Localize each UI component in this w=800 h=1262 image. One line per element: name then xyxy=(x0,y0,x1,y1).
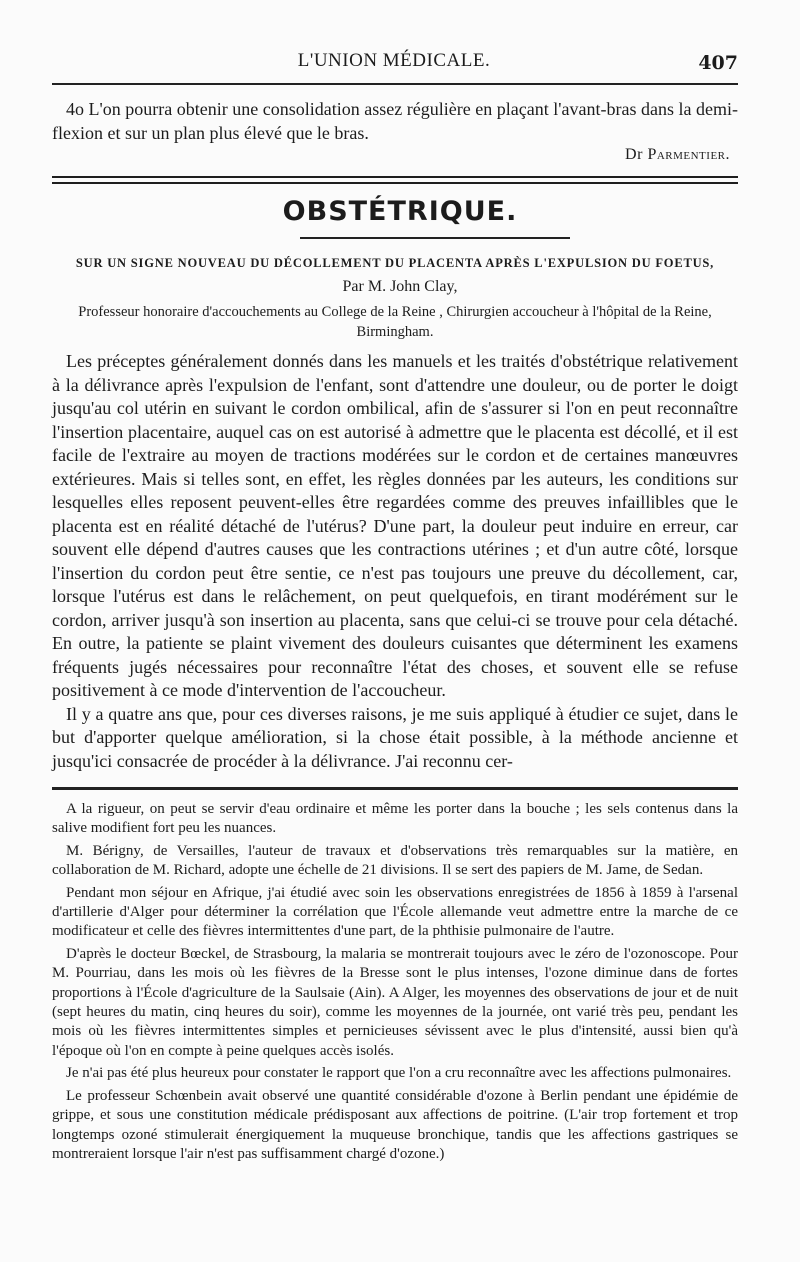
section-divider xyxy=(52,176,738,184)
signature-prefix: Dr xyxy=(625,146,643,163)
author-affiliation: Professeur honoraire d'accouchements au College de la Reine , Chirurgien accoucheur à l'hôpital de la Reine, Birmingham. xyxy=(78,304,712,340)
running-header xyxy=(50,46,738,86)
footnotes-rule xyxy=(52,787,738,790)
footnote-paragraph: D'après le docteur Bœckel, de Strasbourg, la malaria se montrerait toujours avec le zéro de l'ozonoscope. Pour M. Pourriau, dans les mois où les fièvres de la Bresse sont le plus intenses, l'ozone diminue dans de fortes proportions à l'École d'agriculture de la Saulsaie (Ain). A Alger, les moyennes des observations de jour et de nuit (sept heures du matin, cinq heures du soir), comme les moyennes de la journée, ont varié très peu, pendant les mois où les fièvres intermittentes simples et pernicieuses sévissent avec le plus d'intensité, aussi bien qu'à l'époque où l'on en compte à peine quelques accès isolés. xyxy=(52,945,738,1059)
journal-title: L'UNION MÉDICALE. xyxy=(297,50,491,71)
footnote-paragraph: Le professeur Schœnbein avait observé une quantité considérable d'ozone à Berlin pendant une épidémie de grippe, et sous une constitution médicale prédisposant aux affections de poitrine. (L'air trop fortement et trop longtemps ozoné stimulerait énergiquement la muqueuse bronchique, tandis que les affections gastriques se montreraient lorsque l'air n'est pas suffisamment chargé d'ozone.) xyxy=(52,1087,738,1162)
article-byline: Par M. John Clay, xyxy=(342,278,458,295)
article-body xyxy=(52,350,738,773)
footnote-paragraph: M. Bérigny, de Versailles, l'auteur de travaux et d'observations très remarquables sur la matière, en collaboration de M. Richard, adopte une échelle de 21 divisions. Il se sert des papiers de M. Jame, de Sedan. xyxy=(52,842,738,879)
header-rule xyxy=(52,83,738,85)
body-paragraph: Il y a quatre ans que, pour ces diverses raisons, je me suis appliqué à étudier ce sujet, dans le but d'apporter quelque amélioration, si la chose était possible, à la méthode ancienne et jusqu'ici consacrée de procéder à la délivrance. J'ai reconnu cer- xyxy=(52,703,738,771)
body-paragraph: Les préceptes généralement donnés dans les manuels et les traités d'obstétrique relativement à la délivrance après l'expulsion de l'enfant, sont d'attendre une douleur, ou de porter le doigt jusqu'au col utérin en suivant le cordon ombilical, afin de s'assurer si l'on en peut reconnaître l'insertion placentaire, auquel cas on est autorisé à admettre que le placenta est décollé, et il est facile de l'extraire au moyen de tractions modérées sur le cordon et de certaines manœuvres extérieures. Mais si telles sont, en effet, les règles données par les auteurs, les conditions sur lesquelles elles reposent peuvent-elles être regardées comme des preuves infaillibles que le placenta est en réalité détaché de l'utérus? D'une part, la douleur peut induire en erreur, car souvent elle dépend d'autres causes que les contractions utérines ; et d'un autre côté, lorsque l'insertion du cordon peut être sentie, ce n'est pas toujours une preuve du décollement, car, lorsque l'utérus est dans le relâchement, on peut quelquefois, en tirant modérément sur le cordon, arriver jusqu'à son insertion au placenta, sans que celui-ci se trouve pour cela détaché. En outre, la patiente se plaint vivement des douleurs cuisantes que déterminent les examens fréquents jugés nécessaires pour reconnaître l'état des choses, et souvent elle se refuse positivement à ce mode d'intervention de l'accoucheur. xyxy=(52,351,738,700)
footnote-paragraph: Je n'ai pas été plus heureux pour constater le rapport que l'on a cru reconnaître avec les affections pulmonaires. xyxy=(66,1065,732,1082)
signature xyxy=(625,146,730,164)
signature-name: Parmentier. xyxy=(647,146,730,163)
footnote-paragraph: Pendant mon séjour en Afrique, j'ai étudié avec soin les observations enregistrées de 1856 à 1859 à l'arsenal d'artillerie d'Alger pour déterminer la corrélation que l'École allemande veut admettre entre la marche de ce modificateur et celle des fièvres intermittentes d'une part, de la phthisie pulmonaire de l'autre. xyxy=(52,884,738,940)
section-title: OBSTÉTRIQUE. xyxy=(282,196,518,227)
previous-article-closing xyxy=(52,98,738,145)
footnotes xyxy=(52,800,738,1167)
article-title: SUR UN SIGNE NOUVEAU DU DÉCOLLEMENT DU PLACENTA APRÈS L'EXPULSION DU FOETUS, xyxy=(75,256,715,270)
page-number: 407 xyxy=(698,52,738,74)
section-title-rule xyxy=(300,237,570,239)
footnote-paragraph: A la rigueur, on peut se servir d'eau ordinaire et même les porter dans la bouche ; les sels contenus dans la salive modifient fort peu les nuances. xyxy=(52,801,738,837)
closing-paragraph: 4o L'on pourra obtenir une consolidation assez régulière en plaçant l'avant-bras dans la demi-flexion et sur un plan plus élevé que le bras. xyxy=(52,99,738,143)
